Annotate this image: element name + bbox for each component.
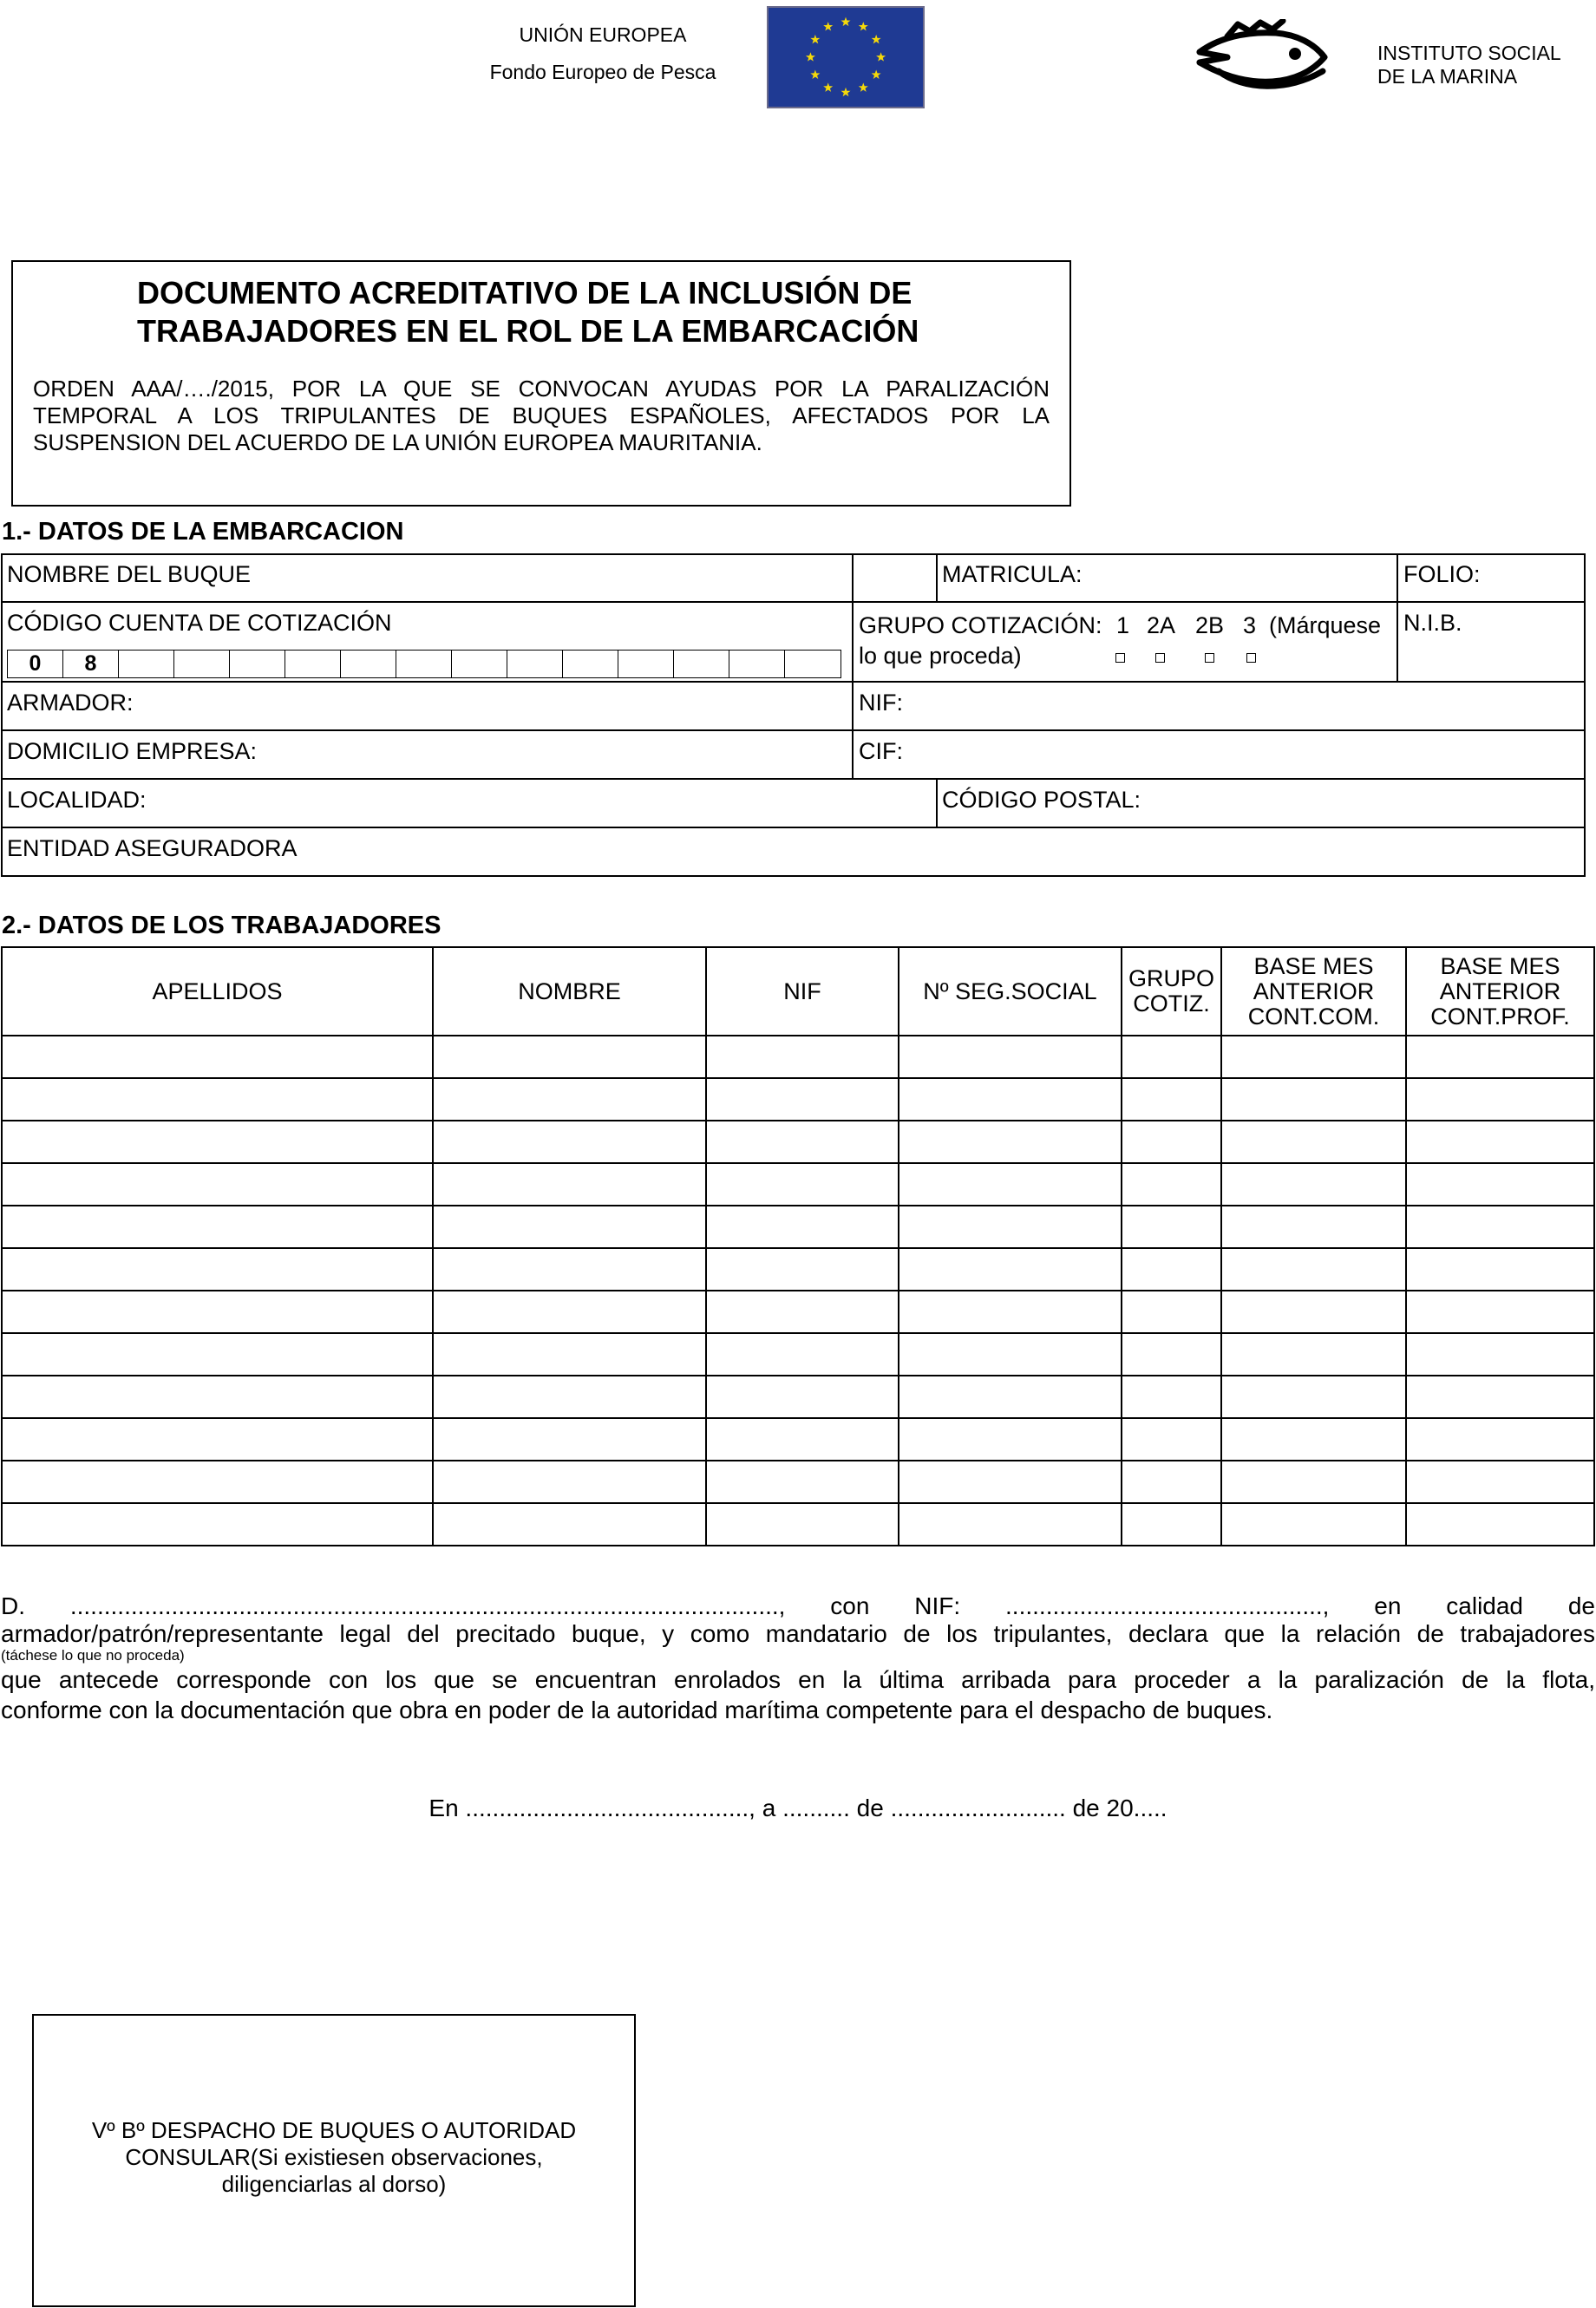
table-cell[interactable]	[1122, 1418, 1221, 1461]
group-option-2a: 2A	[1147, 612, 1176, 638]
account-digit-box[interactable]	[285, 651, 341, 677]
contribution-account-label: CÓDIGO CUENTA DE COTIZACIÓN	[7, 610, 392, 636]
account-digit-box[interactable]	[341, 651, 396, 677]
table-cell[interactable]	[899, 1503, 1122, 1546]
locality-label: LOCALIDAD:	[7, 787, 147, 813]
table-cell[interactable]	[1221, 1461, 1406, 1503]
table-cell[interactable]	[706, 1333, 899, 1376]
ism-name-line1: INSTITUTO SOCIAL	[1377, 42, 1561, 64]
table-cell[interactable]	[1221, 1376, 1406, 1418]
account-digit-box[interactable]	[729, 651, 785, 677]
table-cell[interactable]	[2, 1163, 433, 1206]
col-surnames: APELLIDOS	[2, 947, 433, 1036]
table-cell[interactable]	[706, 1163, 899, 1206]
eu-star	[872, 69, 881, 78]
eu-star	[859, 82, 868, 91]
ism-fish-logo-icon	[1193, 19, 1331, 94]
table-cell[interactable]	[1122, 1376, 1221, 1418]
table-row	[2, 1503, 1594, 1546]
table-cell[interactable]	[706, 1291, 899, 1333]
table-row	[2, 1291, 1594, 1333]
nib-label: N.I.B.	[1403, 610, 1462, 636]
table-cell[interactable]	[433, 1461, 706, 1503]
eu-star	[841, 17, 850, 26]
mark-instruction-2: lo que proceda)	[859, 643, 1022, 669]
table-cell[interactable]	[2, 1248, 433, 1291]
table-cell[interactable]	[1221, 1206, 1406, 1248]
eu-star	[841, 88, 850, 96]
postal-code-label: CÓDIGO POSTAL:	[942, 787, 1141, 813]
table-cell[interactable]	[1122, 1163, 1221, 1206]
table-cell[interactable]	[2, 1333, 433, 1376]
table-row	[2, 1121, 1594, 1163]
group-3-checkbox[interactable]	[1246, 653, 1256, 663]
table-cell[interactable]	[2, 1078, 433, 1121]
table-cell[interactable]	[1122, 1503, 1221, 1546]
eu-star	[806, 52, 815, 61]
eu-fund-label: Fondo Europeo de Pesca	[489, 61, 716, 83]
workers-table	[1, 946, 1595, 1546]
eu-star	[872, 35, 881, 43]
table-cell[interactable]	[433, 1376, 706, 1418]
table-cell[interactable]	[1406, 1206, 1594, 1248]
place-date-line: En .........................................., a .......... de .......................... de 20.....	[428, 1795, 1168, 1821]
table-row	[2, 1418, 1594, 1461]
table-cell[interactable]	[899, 1376, 1122, 1418]
table-cell[interactable]	[899, 1418, 1122, 1461]
group-2b-checkbox[interactable]	[1205, 653, 1214, 663]
folio-label: FOLIO:	[1403, 561, 1481, 587]
company-address-label: DOMICILIO EMPRESA:	[7, 738, 258, 764]
col-base-common: BASE MES ANTERIOR CONT.COM.	[1221, 947, 1406, 1036]
group-option-1: 1	[1116, 612, 1130, 638]
table-cell[interactable]	[433, 1333, 706, 1376]
group-1-checkbox[interactable]	[1115, 653, 1125, 663]
table-cell[interactable]	[1221, 1036, 1406, 1078]
table-cell[interactable]	[1406, 1418, 1594, 1461]
table-cell[interactable]	[1221, 1078, 1406, 1121]
registration-label: MATRICULA:	[942, 561, 1083, 587]
insurer-label: ENTIDAD ASEGURADORA	[7, 835, 298, 861]
table-row	[2, 1078, 1594, 1121]
table-cell[interactable]	[2, 1503, 433, 1546]
table-cell[interactable]	[1122, 1206, 1221, 1248]
table-cell[interactable]	[899, 1248, 1122, 1291]
document-title-line2: TRABAJADORES EN EL ROL DE LA EMBARCACIÓN	[137, 313, 919, 349]
table-cell[interactable]	[1221, 1248, 1406, 1291]
group-2a-checkbox[interactable]	[1155, 653, 1165, 663]
table-cell[interactable]	[433, 1291, 706, 1333]
table-cell[interactable]	[433, 1503, 706, 1546]
col-base-professional: BASE MES ANTERIOR CONT.PROF.	[1406, 947, 1594, 1036]
table-cell[interactable]	[1221, 1503, 1406, 1546]
table-cell[interactable]	[899, 1036, 1122, 1078]
table-cell[interactable]	[433, 1078, 706, 1121]
table-cell[interactable]	[2, 1461, 433, 1503]
table-cell[interactable]	[1406, 1248, 1594, 1291]
approval-line3: diligenciarlas al dorso)	[221, 2171, 447, 2197]
col-nif: NIF	[706, 947, 899, 1036]
table-cell[interactable]	[2, 1036, 433, 1078]
table-cell[interactable]	[433, 1121, 706, 1163]
account-digit-box[interactable]	[563, 651, 618, 677]
account-digit-box[interactable]	[396, 651, 452, 677]
table-cell[interactable]	[1406, 1121, 1594, 1163]
ism-name	[1377, 42, 1561, 88]
table-cell[interactable]	[899, 1333, 1122, 1376]
vessel-name-label: NOMBRE DEL BUQUE	[7, 561, 252, 587]
table-cell[interactable]	[433, 1036, 706, 1078]
eu-flag-icon	[767, 6, 925, 108]
account-digit-box[interactable]	[119, 651, 174, 677]
table-cell[interactable]	[1406, 1376, 1594, 1418]
table-row	[2, 1036, 1594, 1078]
account-digit-box[interactable]	[174, 651, 230, 677]
table-cell[interactable]	[1122, 1036, 1221, 1078]
eu-star	[810, 35, 820, 43]
table-cell[interactable]	[1406, 1078, 1594, 1121]
table-cell[interactable]	[1406, 1163, 1594, 1206]
table-cell[interactable]	[1122, 1121, 1221, 1163]
workers-header-row	[2, 947, 1594, 1036]
eu-star	[859, 22, 868, 30]
contribution-group-label: GRUPO COTIZACIÓN:	[859, 612, 1102, 638]
approval-text	[32, 2117, 636, 2198]
table-cell[interactable]	[706, 1418, 899, 1461]
approval-line1: Vº Bº DESPACHO DE BUQUES O AUTORIDAD	[91, 2117, 577, 2143]
table-cell[interactable]	[706, 1248, 899, 1291]
table-cell[interactable]	[1122, 1333, 1221, 1376]
table-cell[interactable]	[2, 1376, 433, 1418]
section1-heading: 1.- DATOS DE LA EMBARCACION	[2, 518, 404, 546]
account-digit-box[interactable]	[618, 651, 674, 677]
eu-star	[810, 69, 820, 78]
declaration-line1: D. ........................................................................................................., con NIF: ..............................................., en calidad de	[1, 1592, 1595, 1619]
table-cell[interactable]	[899, 1206, 1122, 1248]
account-digit-box[interactable]	[507, 651, 563, 677]
table-cell[interactable]	[1406, 1503, 1594, 1546]
table-cell[interactable]	[433, 1418, 706, 1461]
document-title	[137, 274, 919, 350]
account-digit-box[interactable]	[452, 651, 507, 677]
table-cell[interactable]	[706, 1206, 899, 1248]
declaration-text	[1, 1591, 1595, 1725]
order-description-line2: TEMPORAL A LOS TRIPULANTES DE BUQUES ESPAÑOLES, AFECTADOS POR LA	[33, 402, 1050, 428]
account-digit-box[interactable]	[674, 651, 729, 677]
table-row	[2, 1248, 1594, 1291]
table-row	[2, 1333, 1594, 1376]
account-digit-box[interactable]	[785, 651, 841, 677]
eu-star	[823, 22, 833, 30]
table-cell[interactable]	[1221, 1333, 1406, 1376]
order-description-line3: SUSPENSION DEL ACUERDO DE LA UNIÓN EUROPEA MAURITANIA.	[33, 429, 762, 455]
table-cell[interactable]	[1122, 1078, 1221, 1121]
table-row	[2, 1163, 1594, 1206]
ism-name-line2: DE LA MARINA	[1377, 65, 1518, 88]
table-row	[2, 1376, 1594, 1418]
section2-heading: 2.- DATOS DE LOS TRABAJADORES	[2, 912, 442, 939]
strike-out-note: (táchese lo que no proceda)	[1, 1647, 185, 1664]
table-cell[interactable]	[2, 1121, 433, 1163]
table-row	[2, 1461, 1594, 1503]
group-option-3: 3	[1243, 612, 1257, 638]
table-cell[interactable]	[2, 1291, 433, 1333]
eu-star	[823, 82, 833, 91]
table-cell[interactable]	[899, 1121, 1122, 1163]
table-cell[interactable]	[1406, 1036, 1594, 1078]
table-cell[interactable]	[1122, 1248, 1221, 1291]
col-contribution-group: GRUPO COTIZ.	[1122, 947, 1221, 1036]
table-cell[interactable]	[899, 1163, 1122, 1206]
table-cell[interactable]	[899, 1078, 1122, 1121]
table-cell[interactable]	[1221, 1121, 1406, 1163]
declaration-line4: conforme con la documentación que obra en poder de la autoridad marítima competente para el despacho de buques.	[1, 1697, 1273, 1723]
eu-label: UNIÓN EUROPEA	[519, 23, 687, 46]
table-cell[interactable]	[1406, 1333, 1594, 1376]
table-cell[interactable]	[1221, 1291, 1406, 1333]
declaration-line3: que antecede corresponde con los que se encuentran enrolados en la última arribada para proceder a la paralización de la flota,	[1, 1666, 1595, 1693]
table-cell[interactable]	[2, 1418, 433, 1461]
table-cell[interactable]	[706, 1036, 899, 1078]
table-cell[interactable]	[433, 1248, 706, 1291]
table-cell[interactable]	[2, 1206, 433, 1248]
approval-line2: CONSULAR(Si existiesen observaciones,	[125, 2144, 543, 2170]
cif-label: CIF:	[859, 738, 903, 764]
order-description	[33, 376, 1050, 456]
owner-nif-label: NIF:	[859, 690, 903, 716]
account-digit-box[interactable]: 0	[8, 651, 63, 677]
table-cell[interactable]	[706, 1121, 899, 1163]
mark-instruction-1: (Márquese	[1269, 612, 1382, 638]
col-social-security: Nº SEG.SOCIAL	[899, 947, 1122, 1036]
table-cell[interactable]	[706, 1503, 899, 1546]
table-cell[interactable]	[1406, 1461, 1594, 1503]
order-description-line1: ORDEN AAA/…./2015, POR LA QUE SE CONVOCAN AYUDAS POR LA PARALIZACIÓN	[33, 376, 1050, 402]
group-option-2b: 2B	[1195, 612, 1225, 638]
table-cell[interactable]	[1122, 1461, 1221, 1503]
contribution-account-digits[interactable]	[7, 650, 841, 678]
table-cell[interactable]	[433, 1163, 706, 1206]
col-name: NOMBRE	[433, 947, 706, 1036]
table-cell[interactable]	[706, 1376, 899, 1418]
declaration-line2: armador/patrón/representante legal del precitado buque, y como mandatario de los tripulantes, declara que la relación de trabajadores	[1, 1620, 1595, 1647]
table-cell[interactable]	[706, 1078, 899, 1121]
owner-label: ARMADOR:	[7, 690, 134, 716]
table-cell[interactable]	[899, 1461, 1122, 1503]
table-cell[interactable]	[1221, 1163, 1406, 1206]
table-cell[interactable]	[1122, 1291, 1221, 1333]
table-cell[interactable]	[1406, 1291, 1594, 1333]
table-cell[interactable]	[899, 1291, 1122, 1333]
eu-star	[876, 52, 886, 61]
account-digit-box[interactable]: 8	[63, 651, 119, 677]
table-cell[interactable]	[706, 1461, 899, 1503]
table-cell[interactable]	[433, 1206, 706, 1248]
account-digit-box[interactable]	[230, 651, 285, 677]
document-title-line1: DOCUMENTO ACREDITATIVO DE LA INCLUSIÓN DE	[137, 275, 912, 311]
table-row	[2, 1206, 1594, 1248]
table-cell[interactable]	[1221, 1418, 1406, 1461]
